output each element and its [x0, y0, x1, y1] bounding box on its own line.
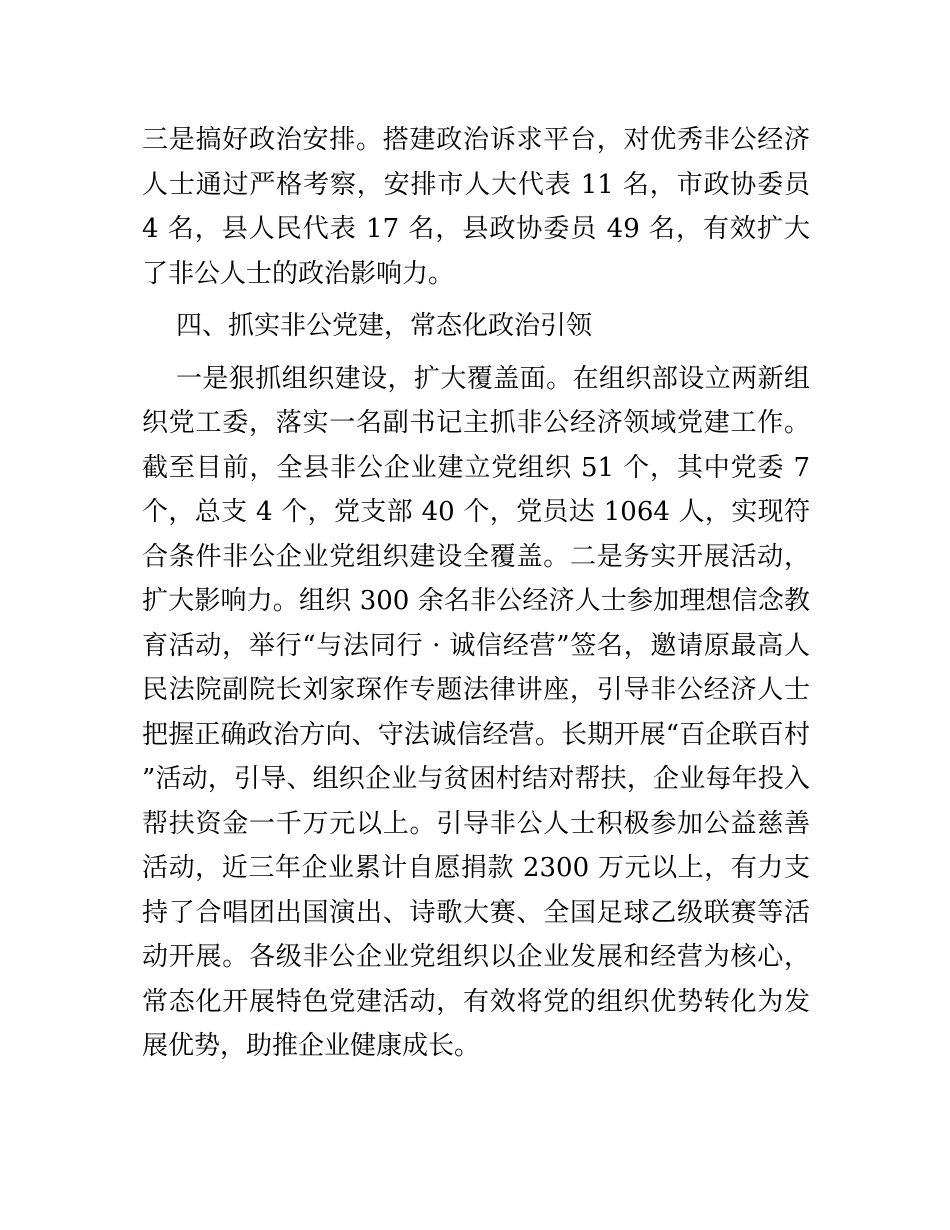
paragraph-organization-building: 一是狠抓组织建设，扩大覆盖面。在组织部设立两新组织党工委，落实一名副书记主抓非公经济领域党建工作。截至目前，全县非公企业建立党组织 51 个，其中党委 7 个，总支 4 个，党支部 40 个，党员达 1064 人，实现符合条件非公企业党组织建设全覆盖。二是务实开展活动，扩大影响力。组织 300 余名非公经济人士参加理想信念教育活动，举行“与法同行 · 诚信经营”签名，邀请原最高人民法院副院长刘家琛作专题法律讲座，引导非公经济人士把握正确政治方向、守法诚信经营。长期开展“百企联百村”活动，引导、组织企业与贫困村结对帮扶，企业每年投入帮扶资金一千万元以上。引导非公人士积极参加公益慈善活动，近三年企业累计自愿捐款 2300 万元以上，有力支持了合唱团出国演出、诗歌大赛、全国足球乙级联赛等活动开展。各级非公企业党组织以企业发展和经营为核心，常态化开展特色党建活动，有效将党的组织优势转化为发展优势，助推企业健康成长。	[142, 363, 810, 1061]
section-heading-party-building: 四、抓实非公党建，常态化政治引领	[176, 311, 593, 341]
paragraph-political-arrangement: 三是搞好政治安排。搭建政治诉求平台，对优秀非公经济人士通过严格考察，安排市人大代表 11 名，市政协委员 4 名，县人民代表 17 名，县政协委员 49 名，有效扩大了非公人士的政治影响力。	[142, 125, 810, 289]
document-body	[142, 118, 810, 1069]
